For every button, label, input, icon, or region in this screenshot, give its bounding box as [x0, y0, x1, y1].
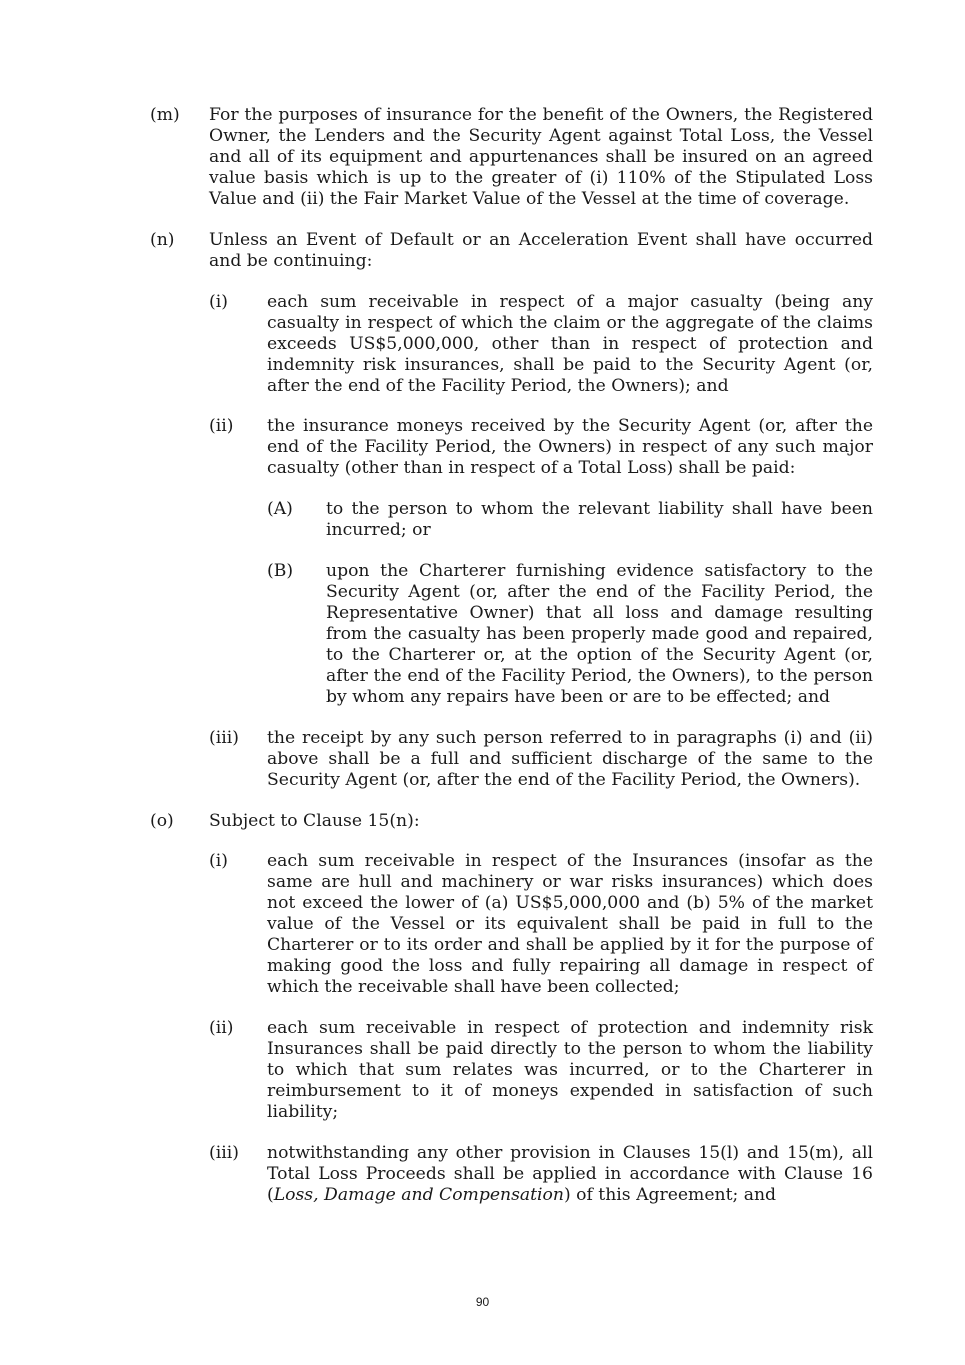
clause-n-iii-label: (iii)	[209, 728, 239, 748]
clause-n-label: (n)	[150, 230, 175, 250]
clause-o-iii-text-after: ) of this Agreement; and	[563, 1185, 777, 1205]
clause-o-text: Subject to Clause 15(n):	[209, 811, 420, 831]
clause-n-i-label: (i)	[209, 292, 228, 312]
clause-o-ii-text: each sum receivable in respect of protection and indemnity risk Insurances shall be paid directly to the person to whom the liability to which that sum relates was incurred, or to the Charterer in reimbursement to it of moneys expended in satisfaction of such liability;	[267, 1018, 873, 1122]
clause-o-iii-label: (iii)	[209, 1143, 239, 1163]
clause-n-text: Unless an Event of Default or an Acceleration Event shall have occurred and be continuing:	[209, 230, 873, 271]
clause-n-ii-B-text: upon the Charterer furnishing evidence satisfactory to the Security Agent (or, after the end of the Facility Period, the Representative Owner) that all loss and damage resulting from the casualty has been properly made good and repaired, to the Charterer or, at the option of the Security Agent (or, after the end of the Facility Period, the Owners), to the person by whom any repairs have been or are to be effected; and	[326, 561, 873, 707]
clause-o-i-label: (i)	[209, 851, 228, 871]
clause-n-ii-B-label: (B)	[267, 561, 294, 581]
clause-m-label: (m)	[150, 105, 180, 125]
clause-m-text: For the purposes of insurance for the benefit of the Owners, the Registered Owner, the Lenders and the Security Agent against Total Loss, the Vessel and all of its equipment and appurtenances shall be insured on an agreed value basis which is up to the greater of (i) 110% of the Stipulated Loss Value and (ii) the Fair Market Value of the Vessel at the time of coverage.	[209, 105, 873, 209]
clause-o-ii-label: (ii)	[209, 1018, 234, 1038]
clause-o-iii-text-italic: Loss, Damage and Compensation	[273, 1185, 564, 1205]
clause-n-ii-A-text: to the person to whom the relevant liability shall have been incurred; or	[326, 499, 873, 540]
clause-o-iii-text-before: notwithstanding any other provision in Clauses 15(l) and 15(m), all Total Loss Proceeds shall be applied in accordance with Clause 16 (	[267, 1143, 873, 1205]
clause-n-i-text: each sum receivable in respect of a major casualty (being any casualty in respect of which the claim or the aggregate of the claims exceeds US$5,000,000, other than in respect of protection and indemnity risk insurances, shall be paid to the Security Agent (or, after the end of the Facility Period, the Owners); and	[267, 292, 873, 396]
clause-o-iii-text	[267, 1143, 873, 1206]
clause-n-ii-A-label: (A)	[267, 499, 293, 519]
clause-n-iii-text: the receipt by any such person referred to in paragraphs (i) and (ii) above shall be a full and sufficient discharge of the same to the Security Agent (or, after the end of the Facility Period, the Owners).	[267, 728, 873, 790]
clause-n-ii-text: the insurance moneys received by the Security Agent (or, after the end of the Facility Period, the Owners) in respect of any such major casualty (other than in respect of a Total Loss) shall be paid:	[267, 416, 873, 478]
clause-n-ii-label: (ii)	[209, 416, 234, 436]
page-number: 90	[475, 1295, 490, 1309]
clause-o-i-text: each sum receivable in respect of the Insurances (insofar as the same are hull and machinery or war risks insurances) which does not exceed the lower of (a) US$5,000,000 and (b) 5% of the market value of the Vessel or its equivalent shall be paid in full to the Charterer or to its order and shall be applied by it for the purpose of making good the loss and fully repairing all damage in respect of which the receivable shall have been collected;	[267, 851, 873, 997]
clause-o-label: (o)	[150, 811, 174, 831]
